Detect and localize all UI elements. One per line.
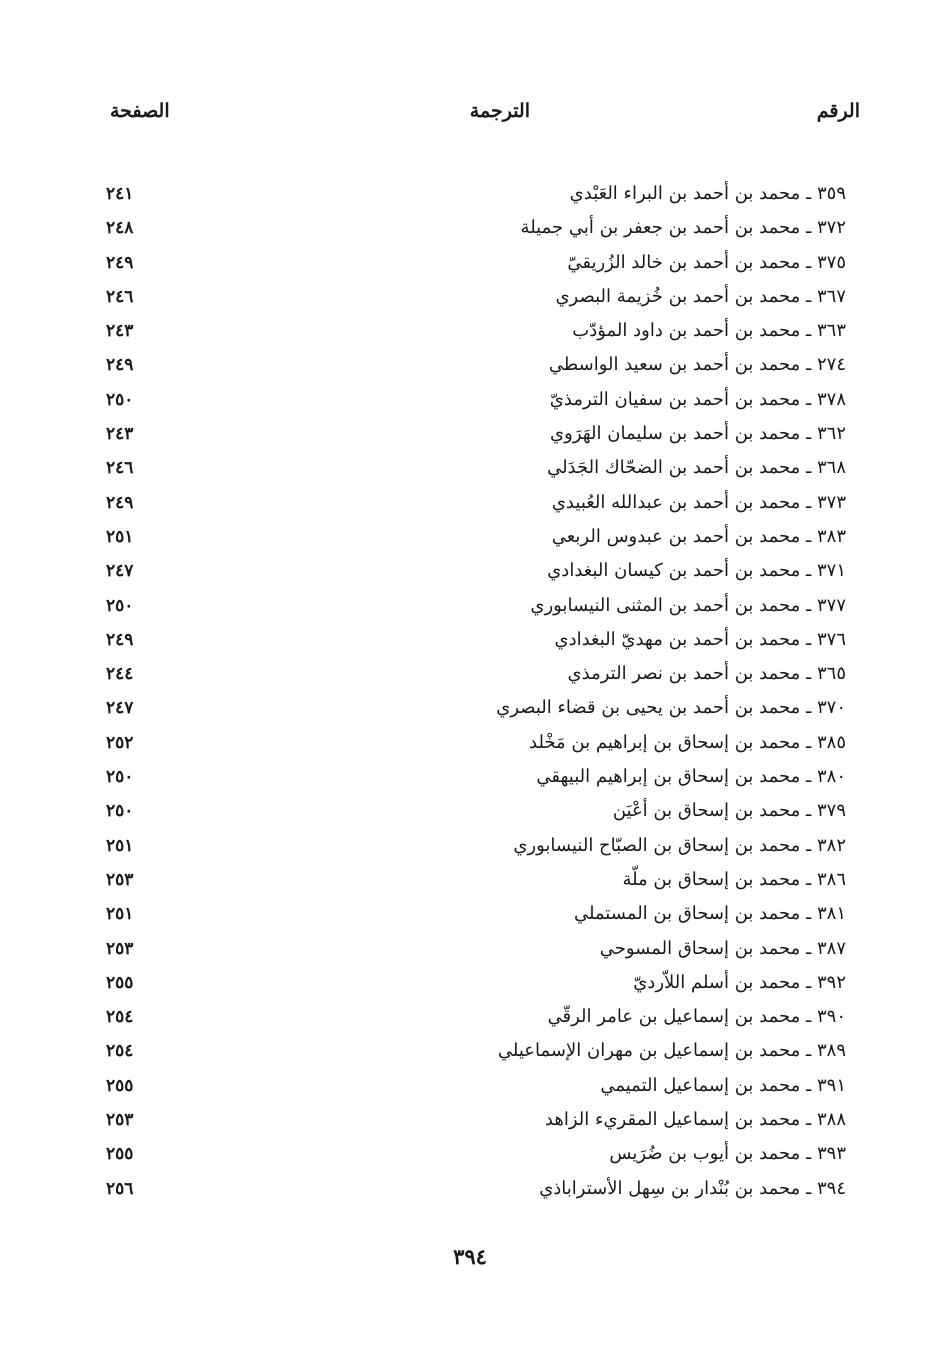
index-entry (100, 348, 846, 382)
entry-title: ٣٧٨ ـ محمد بن أحمد بن سفيان الترمذيّ (549, 388, 846, 410)
entry-title: ٣٩٠ ـ محمد بن إسماعيل بن عامر الرقّي (547, 1006, 846, 1028)
index-entry (100, 486, 846, 520)
entry-page-number: ٢٥١ (106, 526, 134, 547)
entry-title: ٢٧٤ ـ محمد بن أحمد بن سعيد الواسطي (548, 354, 846, 376)
index-entries (100, 177, 846, 1206)
entry-title: ٣٧٠ ـ محمد بن أحمد بن يحيى بن قضاء البصري (496, 697, 846, 719)
entry-title: ٣٨٠ ـ محمد بن إسحاق بن إبراهيم البيهقي (536, 766, 846, 788)
index-entry (100, 897, 846, 931)
entry-title: ٣٧٦ ـ محمد بن أحمد بن مهديّ البغدادي (554, 628, 846, 650)
index-entry (100, 1172, 846, 1206)
entry-title: ٣٩٢ ـ محمد بن أسلم اللاّرديّ (633, 971, 846, 993)
entry-page-number: ٢٤٩ (106, 252, 134, 273)
entry-page-number: ٢٥٠ (106, 801, 134, 822)
entry-title: ٣٨١ ـ محمد بن إسحاق بن المستملي (573, 903, 846, 925)
index-entry (100, 829, 846, 863)
index-entry (100, 932, 846, 966)
entry-page-number: ٢٤١ (106, 184, 134, 204)
entry-page-number: ٢٥٥ (106, 1144, 134, 1165)
entry-page-number: ٢٤٣ (106, 424, 134, 445)
entry-title: ٣٨٢ ـ محمد بن إسحاق بن الصبّاح النيسابوري (513, 834, 846, 856)
entry-title: ٣٩١ ـ محمد بن إسماعيل التميمي (600, 1074, 846, 1096)
entry-page-number: ٢٤٩ (106, 492, 134, 513)
index-entry (100, 177, 846, 211)
index-entry (100, 691, 846, 725)
entry-page-number: ٢٥٥ (106, 972, 134, 993)
entry-title: ٣٩٣ ـ محمد بن أيوب بن ضُرَيس (609, 1143, 846, 1165)
index-entry (100, 657, 846, 691)
index-entry (100, 417, 846, 451)
entry-page-number: ٢٥٦ (106, 1178, 134, 1199)
entry-page-number: ٢٤٩ (106, 355, 134, 376)
entry-page-number: ٢٥١ (106, 835, 134, 856)
header-page-label: الصفحة (110, 100, 170, 122)
entry-title: ٣٨٣ ـ محمد بن أحمد بن عبدوس الربعي (551, 525, 846, 547)
entry-page-number: ٢٥٠ (106, 595, 134, 616)
index-entry (100, 383, 846, 417)
entry-title: ٣٧٣ ـ محمد بن أحمد بن عبدالله العُبيدي (551, 491, 846, 513)
page-number: ٣٩٤ (453, 1244, 487, 1269)
entry-title: ٣٦٢ ـ محمد بن أحمد بن سليمان الهَرَوي (550, 423, 846, 445)
entry-title: ٣٥٩ ـ محمد بن أحمد بن البراء العَبْدي (569, 183, 846, 204)
column-header (100, 100, 860, 130)
entry-page-number: ٢٤٨ (106, 218, 134, 239)
entry-title: ٣٦٧ ـ محمد بن أحمد بن خُزيمة البصري (555, 285, 846, 307)
index-entry (100, 246, 846, 280)
entry-page-number: ٢٤٤ (106, 664, 134, 685)
entry-title: ٣٧٥ ـ محمد بن أحمد بن خالد الزُريقيّ (567, 251, 846, 273)
entry-page-number: ٢٤٦ (106, 458, 134, 479)
index-entry (100, 1000, 846, 1034)
entry-page-number: ٢٤٦ (106, 286, 134, 307)
entry-title: ٣٦٥ ـ محمد بن أحمد بن نصر الترمذي (567, 663, 846, 685)
entry-page-number: ٢٥٠ (106, 767, 134, 788)
entry-page-number: ٢٤٩ (106, 629, 134, 650)
index-entry (100, 863, 846, 897)
entry-page-number: ٢٥٣ (106, 1110, 134, 1131)
entry-page-number: ٢٥٤ (106, 1007, 134, 1028)
index-entry (100, 1034, 846, 1068)
index-entry (100, 520, 846, 554)
entry-title: ٣٨٦ ـ محمد بن إسحاق بن ملّة (622, 868, 846, 890)
entry-page-number: ٢٥٠ (106, 389, 134, 410)
index-entry (100, 451, 846, 485)
entry-page-number: ٢٥٣ (106, 869, 134, 890)
entry-title: ٣٧٩ ـ محمد بن إسحاق بن أعْيَن (612, 800, 846, 822)
entry-title: ٣٦٣ ـ محمد بن أحمد بن داود المؤدّب (572, 320, 846, 342)
index-entry (100, 1103, 846, 1137)
index-entry (100, 794, 846, 828)
entry-page-number: ٢٤٣ (106, 321, 134, 342)
index-entry (100, 760, 846, 794)
index-entry (100, 1069, 846, 1103)
entry-page-number: ٢٤٧ (106, 698, 134, 719)
header-number-label: الرقم (816, 100, 860, 122)
entry-title: ٣٨٧ ـ محمد بن إسحاق المسوحي (599, 937, 846, 959)
index-entry (100, 211, 846, 245)
entry-title: ٣٩٤ ـ محمد بن بُنْدار بن سِهل الأستراباذي (539, 1177, 846, 1199)
header-entry-label: الترجمة (469, 100, 530, 122)
entry-page-number: ٢٥١ (106, 904, 134, 925)
index-entry (100, 726, 846, 760)
entry-page-number: ٢٥٣ (106, 938, 134, 959)
entry-title: ٣٧٧ ـ محمد بن أحمد بن المثنى النيسابوري (530, 594, 846, 616)
index-entry (100, 314, 846, 348)
entry-title: ٣٨٨ ـ محمد بن إسماعيل المقريء الزاهد (544, 1109, 846, 1131)
index-entry (100, 1137, 846, 1171)
index-entry (100, 554, 846, 588)
entry-title: ٣٨٩ ـ محمد بن إسماعيل بن مهران الإسماعيلي (497, 1040, 846, 1062)
index-entry (100, 966, 846, 1000)
index-entry (100, 623, 846, 657)
index-entry (100, 280, 846, 314)
entry-page-number: ٢٥٤ (106, 1041, 134, 1062)
entry-title: ٣٦٨ ـ محمد بن أحمد بن الضحّاك الجَدَلي (547, 457, 846, 479)
entry-page-number: ٢٥٥ (106, 1075, 134, 1096)
entry-title: ٣٧٢ ـ محمد بن أحمد بن جعفر بن أبي جميلة (520, 217, 846, 239)
entry-page-number: ٢٥٢ (106, 732, 134, 753)
index-entry (100, 589, 846, 623)
entry-title: ٣٨٥ ـ محمد بن إسحاق بن إبراهيم بن مَخْلد (529, 731, 846, 753)
entry-page-number: ٢٤٧ (106, 561, 134, 582)
entry-title: ٣٧١ ـ محمد بن أحمد بن كيسان البغدادي (547, 560, 846, 582)
